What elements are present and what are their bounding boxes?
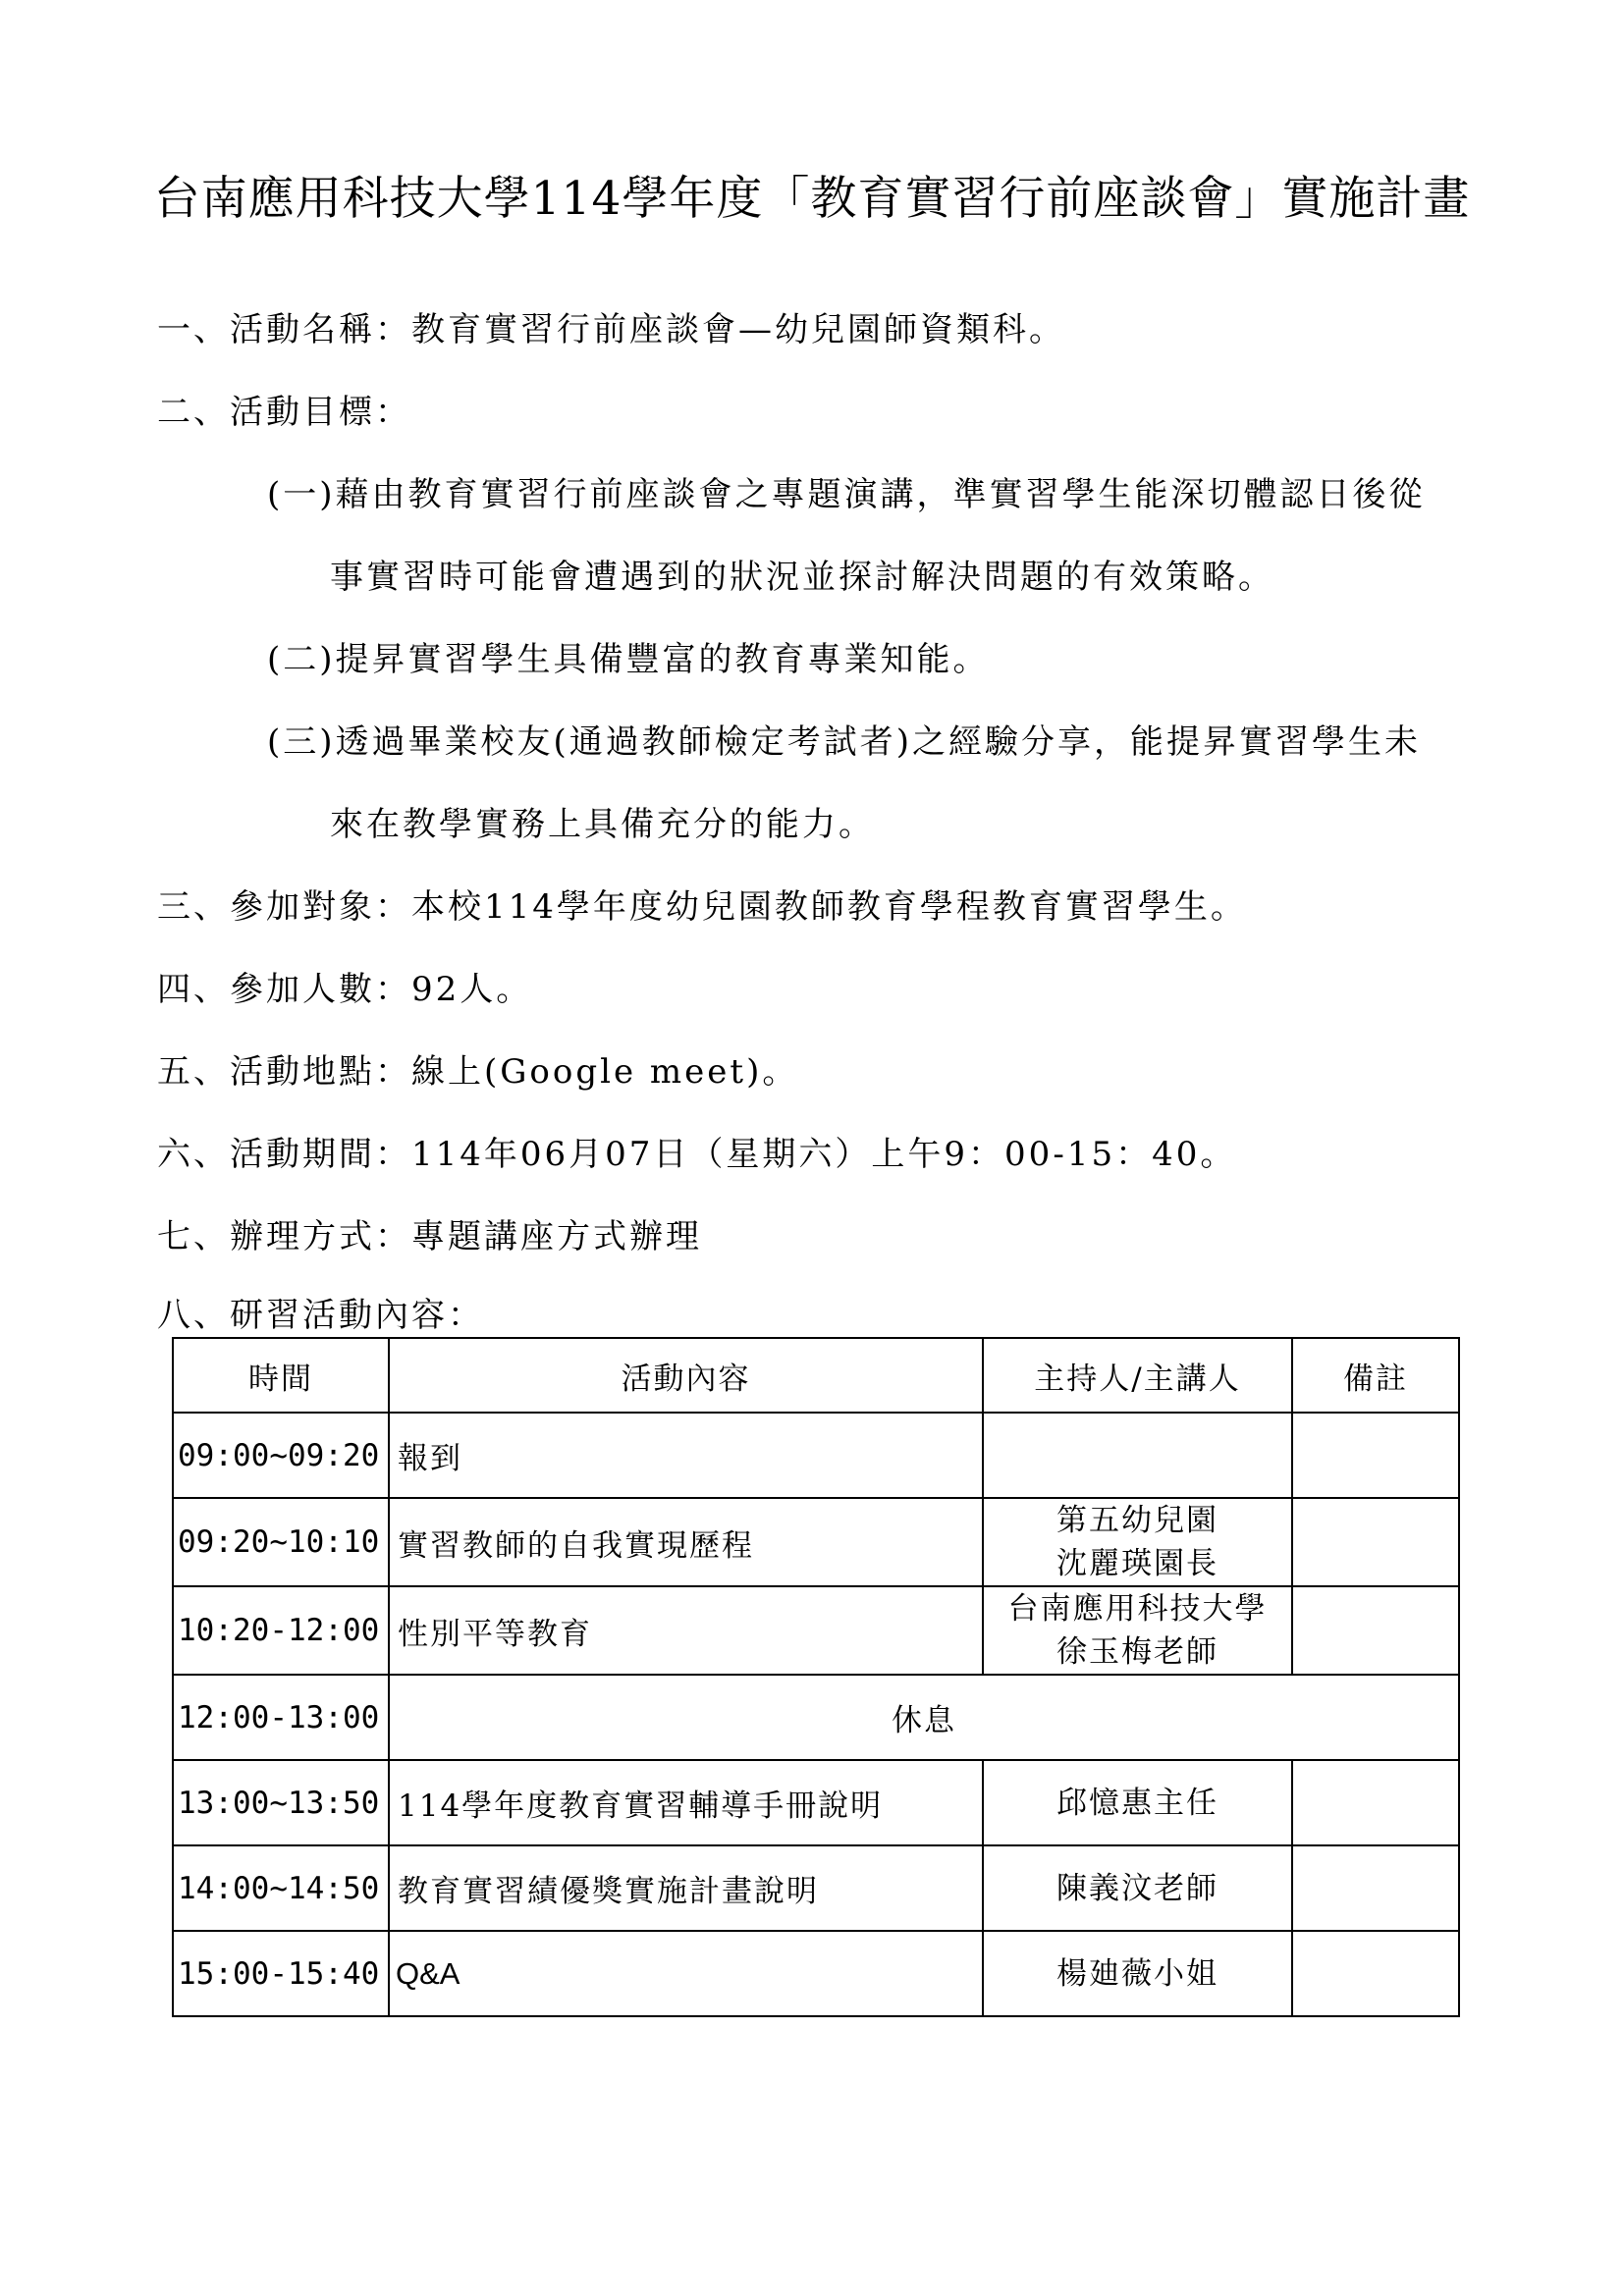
note-cell (1292, 1586, 1459, 1675)
time-cell: 09:20~10:10 (173, 1498, 389, 1586)
activity-cell: 報到 (389, 1413, 983, 1498)
section-participants (157, 880, 1247, 928)
section-method (157, 1209, 702, 1257)
header-note: 備註 (1292, 1338, 1459, 1413)
header-host: 主持人/主講人 (983, 1338, 1292, 1413)
section-label: 二、活動目標： (157, 393, 411, 432)
note-cell (1292, 1413, 1459, 1498)
table-row (173, 1413, 1459, 1498)
document-title: 台南應用科技大學114學年度「教育實習行前座談會」實施計畫 (153, 172, 1471, 226)
table-row (173, 1586, 1459, 1675)
host-person: 徐玉梅老師 (1056, 1634, 1218, 1670)
objective-2-line1: (二)提昇實習學生具備豐富的教育專業知能。 (267, 640, 990, 679)
note-cell (1292, 1498, 1459, 1586)
section-headcount (157, 962, 532, 1010)
activity-cell: 實習教師的自我實現歷程 (389, 1498, 983, 1586)
schedule-table (172, 1337, 1460, 2017)
break-cell: 休息 (389, 1675, 1459, 1760)
time-cell: 10:20-12:00 (173, 1586, 389, 1675)
host-cell: 楊廸薇小姐 (983, 1931, 1292, 2016)
header-time: 時間 (173, 1338, 389, 1413)
host-cell (983, 1586, 1292, 1675)
objective-3-line2: 來在教學實務上具備充分的能力。 (330, 805, 875, 844)
objective-1-line2: 事實習時可能會遭遇到的狀況並探討解決問題的有效策略。 (330, 558, 1274, 597)
section-activity-name (157, 302, 1065, 350)
table-row (173, 1931, 1459, 2016)
activity-cell: 教育實習績優獎實施計畫說明 (389, 1845, 983, 1931)
section-objectives (157, 385, 411, 433)
objective-1-line1: (一)藉由教育實習行前座談會之專題演講，準實習學生能深切體認日後從 (267, 475, 1426, 514)
time-cell: 09:00~09:20 (173, 1413, 389, 1498)
host-org: 第五幼兒園 (1056, 1503, 1218, 1538)
section-label: 八、研習活動內容： (157, 1296, 484, 1335)
section-text: 線上(Google meet)。 (411, 1052, 799, 1092)
host-cell (983, 1413, 1292, 1498)
note-cell (1292, 1760, 1459, 1845)
section-text: 教育實習行前座談會—幼兒園師資類科。 (411, 310, 1065, 349)
section-text: 專題講座方式辦理 (411, 1217, 702, 1256)
note-cell (1292, 1845, 1459, 1931)
table-row (173, 1675, 1459, 1760)
section-text: 92人。 (411, 970, 533, 1009)
section-label: 三、參加對象： (157, 887, 411, 927)
table-header-row (173, 1338, 1459, 1413)
section-content (157, 1288, 484, 1336)
time-cell: 14:00~14:50 (173, 1845, 389, 1931)
section-text: 114年06月07日（星期六）上午9：00-15：40。 (411, 1135, 1237, 1174)
table-row (173, 1845, 1459, 1931)
section-label: 一、活動名稱： (157, 310, 411, 349)
table-row (173, 1760, 1459, 1845)
section-text: 本校114學年度幼兒園教師教育學程教育實習學生。 (411, 887, 1247, 927)
section-label: 七、辦理方式： (157, 1217, 411, 1256)
section-period (157, 1127, 1236, 1175)
host-cell (983, 1498, 1292, 1586)
header-activity: 活動內容 (389, 1338, 983, 1413)
time-cell: 12:00-13:00 (173, 1675, 389, 1760)
host-org: 台南應用科技大學 (1007, 1591, 1268, 1627)
section-label: 六、活動期間： (157, 1135, 411, 1174)
objective-3-line1: (三)透過畢業校友(通過教師檢定考試者)之經驗分享，能提昇實習學生未 (267, 722, 1422, 762)
section-location (157, 1044, 798, 1093)
activity-cell: 114學年度教育實習輔導手冊說明 (389, 1760, 983, 1845)
activity-cell: 性別平等教育 (389, 1586, 983, 1675)
time-cell: 13:00~13:50 (173, 1760, 389, 1845)
table-row (173, 1498, 1459, 1586)
activity-cell: Q&A (389, 1931, 983, 2016)
host-cell: 邱憶惠主任 (983, 1760, 1292, 1845)
section-label: 五、活動地點： (157, 1052, 411, 1092)
host-cell: 陳義汶老師 (983, 1845, 1292, 1931)
time-cell: 15:00-15:40 (173, 1931, 389, 2016)
note-cell (1292, 1931, 1459, 2016)
section-label: 四、參加人數： (157, 970, 411, 1009)
host-person: 沈麗瑛園長 (1056, 1546, 1218, 1581)
